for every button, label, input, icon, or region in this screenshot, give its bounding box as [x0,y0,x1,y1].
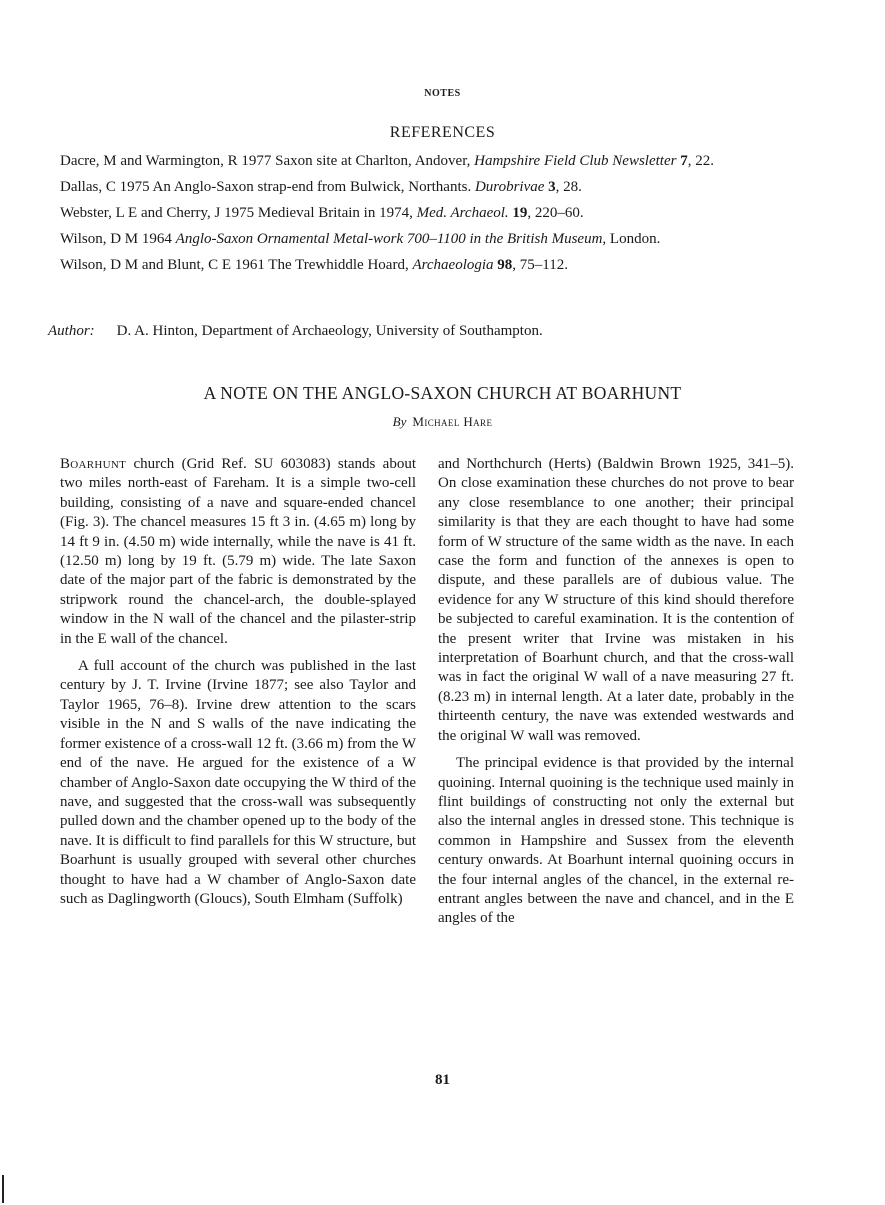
author-label: Author: [48,323,95,339]
byline [0,414,885,430]
author-affiliation [48,323,808,340]
reference-entry: Webster, L E and Cherry, J 1975 Medieval Britain in 1974, Med. Archaeol. 19, 220–60. [60,205,584,221]
scan-edge-mark [2,1175,4,1203]
reference-entry: Dacre, M and Warmington, R 1977 Saxon site at Charlton, Andover, Hampshire Field Club Newsletter 7, 22. [60,153,714,169]
running-head: NOTES [424,88,461,99]
right-column [438,455,794,929]
author-text: D. A. Hinton, Department of Archaeology, University of Southampton. [116,323,543,339]
byline-by: By [392,414,407,429]
references-list [60,151,800,281]
paragraph: The principal evidence is that provided by the internal quoining. Internal quoining is the technique used mainly in flint buildings of constructing not only the external but also the internal angles in dressed stone. This technique is common in Hampshire and Sussex from the eleventh century onwards. At Boarhunt internal quoining occurs in the four internal angles of the chancel, in the external re-entrant angles between the nave and chancel, and in the E angles of the [438,755,794,927]
reference-entry: Wilson, D M 1964 Anglo-Saxon Ornamental Metal-work 700–1100 in the British Museum, London. [60,231,661,247]
reference-entry: Wilson, D M and Blunt, C E 1961 The Trewhiddle Hoard, Archaeologia 98, 75–112. [60,257,568,273]
paragraph: and Northchurch (Herts) (Baldwin Brown 1925, 341–5). On close examination these churches do not prove to bear any close resemblance to one another; their principal similarity is that they are each thought to have had some form of W structure of the same width as the nave. In each case the form and function of the annexes is open to dispute, and these parallels are of dubious value. The evidence for any W structure of this kind should therefore be subjected to careful examination. It is the contention of the present writer that Irvine was mistaken in his interpretation of Boarhunt church, and that the cross-wall was in fact the original W wall of a nave measuring 27 ft. (8.23 m) in internal length. At a later date, probably in the thirteenth century, the nave was extended westwards and the original W wall was removed. [438,456,794,744]
reference-entry: Dallas, C 1975 An Anglo-Saxon strap-end from Bulwick, Northants. Durobrivae 3, 28. [60,179,582,195]
paragraph: Boarhunt church (Grid Ref. SU 603083) stands about two miles north-east of Fareham. It is a simple two-cell building, consisting of a nave and square-ended chancel (Fig. 3). The chancel measures 15 ft 3 in. (4.65 m) long by 14 ft 9 in. (4.50 m) wide internally, while the nave is 41 ft. (12.50 m) long by 19 ft. (5.79 m) wide. The late Saxon date of the major part of the fabric is demonstrated by the stripwork round the chancel-arch, the double-splayed window in the N wall of the chancel and the pilaster-strip in the E wall of the chancel. [60,456,416,647]
paragraph: A full account of the church was published in the last century by J. T. Irvine (Irvine 1877; see also Taylor and Taylor 1965, 76–8). Irvine drew attention to the scars visible in the N and S walls of the nave indicating the former existence of a cross-wall 12 ft. (3.66 m) from the W end of the nave. He argued for the existence of a W chamber of Anglo-Saxon date occupying the W third of the nave, and suggested that the cross-wall was subsequently pulled down and the chamber opened up to the body of the nave. It is difficult to find parallels for this W structure, but Boarhunt is usually grouped with several other churches thought to have had a W chamber of Anglo-Saxon date such as Daglingworth (Gloucs), South Elmham (Suffolk) [60,658,416,907]
page-number: 81 [435,1072,450,1088]
left-column [60,455,416,909]
article-title: A NOTE ON THE ANGLO-SAXON CHURCH AT BOARHUNT [203,383,682,403]
byline-author: Michael Hare [412,414,493,429]
references-heading: REFERENCES [389,124,496,141]
lead-word: Boarhunt [60,456,127,472]
